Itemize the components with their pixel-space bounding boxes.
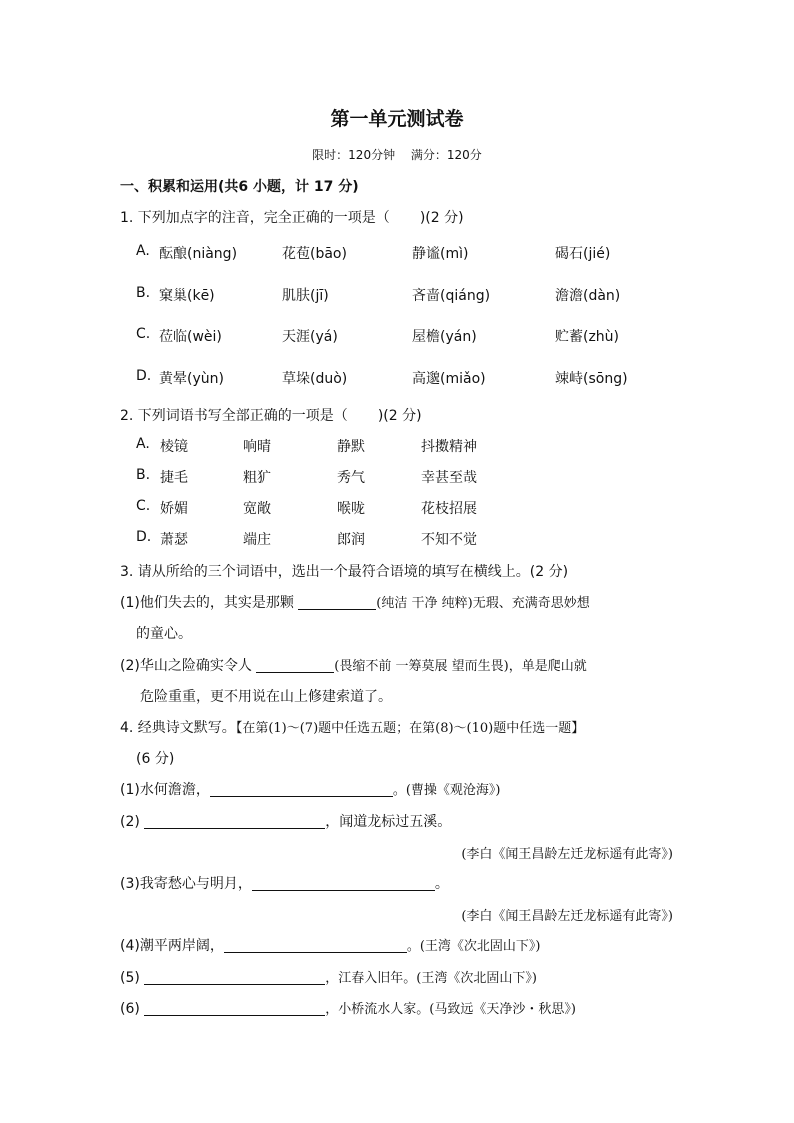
option-letter: B. [136,285,151,301]
option-item: 萧瑟 [160,532,188,548]
option-item: 静谧(mì) [412,246,469,262]
option-item: 响晴 [243,439,271,455]
question-4-stem: 4. 经典诗文默写。【在第(1)～(7)题中任选五题；在第(8)～(10)题中任选一题】 [120,720,585,736]
option-item: 黄晕(yùn) [159,371,224,387]
option-item: 郎润 [337,532,365,548]
exam-meta [0,146,794,163]
option-item: 吝啬(qiáng) [412,288,491,304]
option-item: 花枝招展 [421,501,477,517]
option-item: 宽敞 [243,501,271,517]
option-item: 屋檐(yán) [412,329,477,345]
option-item: 不知不觉 [421,532,477,548]
fill-blank[interactable] [224,938,407,953]
option-letter: D. [136,529,152,545]
option-item: 抖擞精神 [421,439,477,455]
option-item: 贮蓄(zhù) [555,329,620,345]
option-item: 捷毛 [160,470,188,486]
poem-source: (李白《闻王昌龄左迁龙标遥有此寄》) [461,847,673,862]
poem-line-2: (2) ，闻道龙标过五溪。 [120,814,452,830]
option-item: 娇媚 [160,501,188,517]
time-limit: 限时：120分钟 [312,148,396,162]
section-heading: 一、积累和运用(共6 小题，计 17 分) [120,179,359,195]
option-item: 澹澹(dàn) [555,288,621,304]
question-3-sentence-2-cont: 危险重重，更不用说在山上修建索道了。 [140,689,392,705]
option-letter: A. [136,436,150,452]
fill-blank[interactable] [256,658,334,673]
option-item: 碣石(jié) [555,246,611,262]
option-item: 草垛(duò) [282,371,348,387]
option-item: 静默 [337,439,365,455]
question-3-sentence-1: (1)他们失去的，其实是那颗 (纯洁 干净 纯粹)无瑕、充满奇思妙想 [120,595,590,611]
fill-blank[interactable] [298,595,376,610]
page-title: 第一单元测试卷 [330,108,464,130]
question-3-sentence-2: (2)华山之险确实令人 (畏缩不前 一筹莫展 望而生畏)，单是爬山就 [120,658,587,674]
fill-blank[interactable] [144,1001,325,1016]
option-item: 秀气 [337,470,365,486]
option-item: 酝酿(niàng) [159,246,238,262]
option-item: 幸甚至哉 [421,470,477,486]
poem-source: (李白《闻王昌龄左迁龙标遥有此寄》) [461,909,673,924]
option-item: 喉咙 [337,501,365,517]
option-letter: A. [136,243,150,259]
option-letter: D. [136,368,152,384]
option-letter: B. [136,467,151,483]
option-letter: C. [136,498,151,514]
option-item: 天涯(yá) [282,329,338,345]
poem-line-6: (6) ，小桥流水人家。(马致远《天净沙・秋思》) [120,1001,576,1017]
full-score: 满分：120分 [410,148,482,162]
fill-blank[interactable] [144,970,325,985]
option-item: 竦峙(sōng) [555,371,628,387]
question-1-stem: 1. 下列加点字的注音，完全正确的一项是（ )(2 分) [120,210,464,226]
option-item: 高邈(miǎo) [412,371,486,387]
poem-line-3: (3)我寄愁心与明月， 。 [120,876,449,892]
option-letter: C. [136,326,151,342]
fill-blank[interactable] [252,876,435,891]
option-item: 花苞(bāo) [282,246,347,262]
option-item: 肌肤(jī) [282,288,329,304]
poem-line-5: (5) ，江春入旧年。(王湾《次北固山下》) [120,970,537,986]
question-3-stem: 3. 请从所给的三个词语中，选出一个最符合语境的填写在横线上。(2 分) [120,564,569,580]
option-item: 窠巢(kē) [159,288,215,304]
option-item: 粗犷 [243,470,271,486]
poem-line-1: (1)水何澹澹， 。(曹操《观沧海》) [120,782,501,798]
question-3-sentence-1-cont: 的童心。 [136,626,192,642]
option-item: 端庄 [243,532,271,548]
option-item: 莅临(wèi) [159,329,222,345]
poem-line-4: (4)潮平两岸阔， 。(王湾《次北固山下》) [120,938,541,954]
option-item: 棱镜 [160,439,188,455]
fill-blank[interactable] [144,814,325,829]
question-4-score: (6 分) [136,751,175,767]
fill-blank[interactable] [210,782,393,797]
question-2-stem: 2. 下列词语书写全部正确的一项是（ )(2 分) [120,408,422,424]
